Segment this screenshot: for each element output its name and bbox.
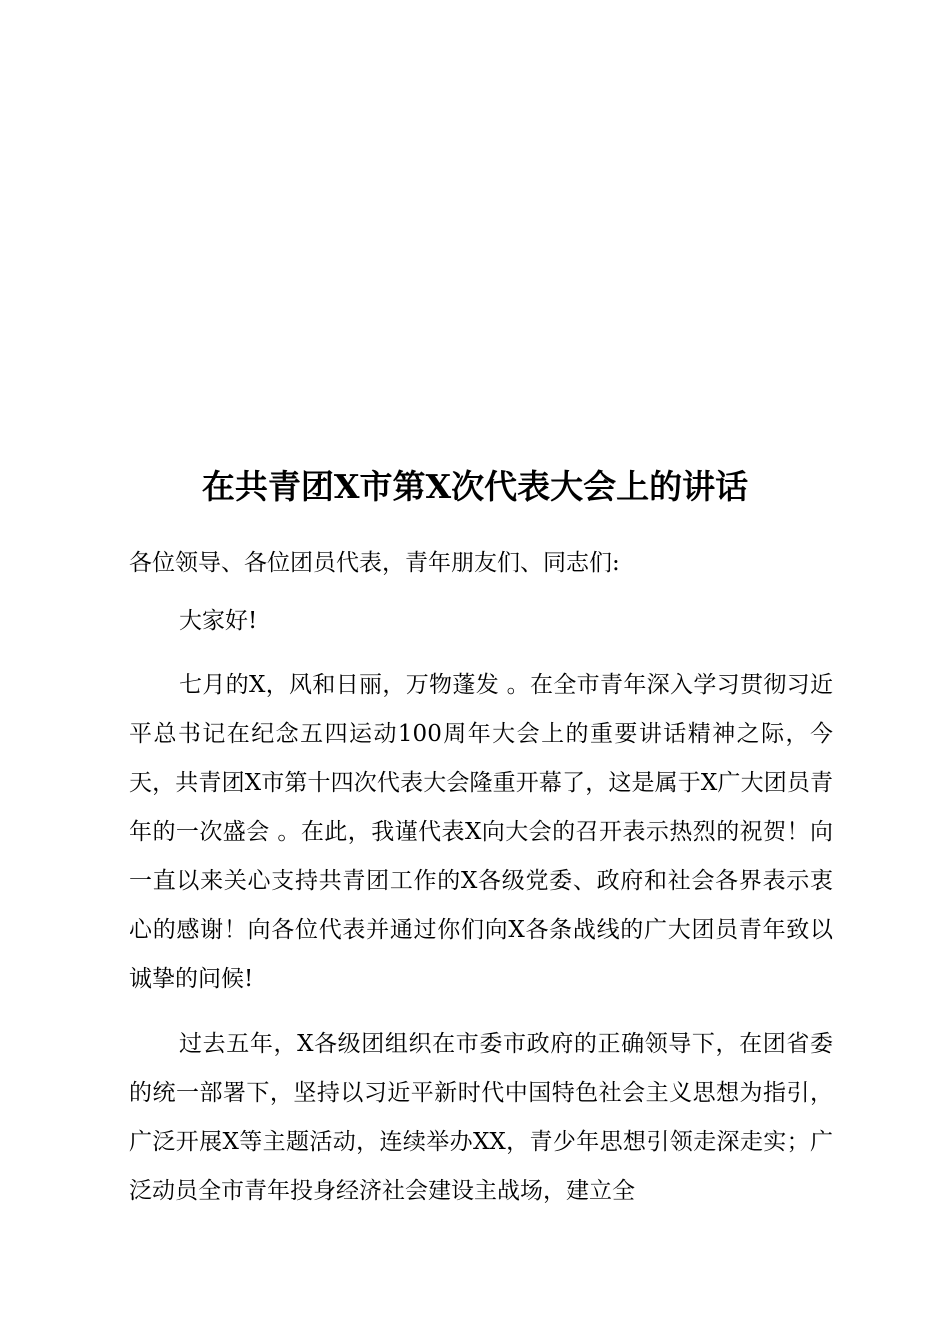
salutation: 各位领导、各位团员代表，青年朋友们、同志们: <box>129 550 620 576</box>
paragraph: 过去五年，X各级团组织在市委市政府的正确领导下，在团省委的统一部署下，坚持以习近平新时代中国特色社会主义思想为指引，广泛开展X等主题活动，连续举办XX，青少年思想引领走深走实；广泛动员全市青年投身经济社会建设主战场，建立全 <box>129 1031 833 1204</box>
paragraph: 七月的X，风和日丽，万物蓬发 。在全市青年深入学习贯彻习近平总书记在纪念五四运动100周年大会上的重要讲话精神之际，今天，共青团X市第十四次代表大会隆重开幕了，这是属于X广大团员青年的一次盛会 。在此，我谨代表X向大会的召开表示热烈的祝贺！向一直以来关心支持共青团工作的X各级党委、政府和社会各界表示衷心的感谢！向各位代表并通过你们向X各条战线的广大团员青年致以诚挚的问候! <box>129 672 833 992</box>
greeting: 大家好! <box>179 608 258 634</box>
document-title: 在共青团X市第X次代表大会上的讲话 <box>201 467 749 506</box>
